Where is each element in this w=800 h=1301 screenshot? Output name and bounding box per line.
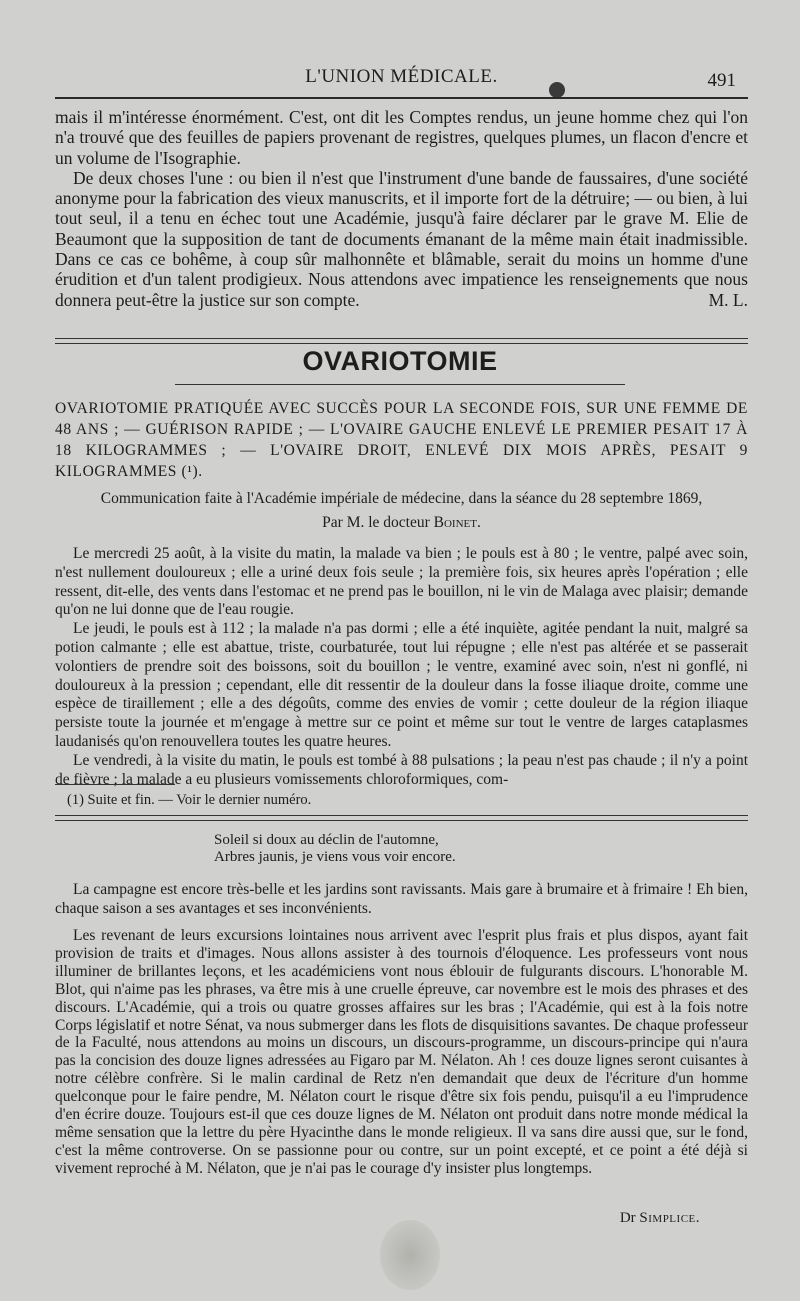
title-underline bbox=[175, 384, 625, 385]
letter-signature: M. L. bbox=[708, 289, 748, 310]
verse-line-1: Soleil si doux au déclin de l'automne, bbox=[214, 832, 439, 848]
section-divider bbox=[55, 338, 748, 344]
article-paragraph-1: Le mercredi 25 août, à la visite du matin, la malade va bien ; le pouls est à 80 ; le ventre, palpé avec soin, n'est nullement douloureux ; elle a uriné deux fois seule ; la première fois, six heures après l'opération ; elle ressent, dit-elle, des vents dans l'estomac et ne prend pas le bouillon, ni le vin de Malaga avec plaisir; demande qu'on ne lui donne que de l'eau rougie. bbox=[55, 545, 748, 619]
journal-title: L'UNION MÉDICALE. bbox=[305, 66, 498, 87]
section-title: OVARIOTOMIE bbox=[302, 346, 498, 376]
article-paragraph-2: Le jeudi, le pouls est à 112 ; la malade n'a pas dormi ; elle a été inquiète, agitée pendant la nuit, malgré sa potion calmante ; elle est abattue, triste, courbaturée, tout lui répugne ; elle n'est pas altérée et se passerait volontiers de prendre soit des boissons, soit du bouillon ; le ventre, examiné avec soin, n'est ni gonflé, ni douloureux à la pression ; cependant, elle dit ressentir de la douleur dans la fosse iliaque droite, comme une espèce de tiraillement ; elle a des dégoûts, comme des envies de vomir ; cette douleur de la région iliaque persiste toute la journée et m'engage à mettre sur ce point et même sur tout le ventre de larges cataplasmes laudanisés qu'on renouvellera toutes les quatre heures. bbox=[55, 620, 748, 750]
footnote-rule bbox=[55, 784, 175, 785]
author-prefix: Par M. le docteur bbox=[322, 514, 430, 531]
subtitle-text: OVARIOTOMIE PRATIQUÉE AVEC SUCCÈS POUR LA SECONDE FOIS, SUR UNE FEMME DE 48 ANS ; — GUÉRISON RAPIDE ; — L'OVAIRE GAUCHE ENLEVÉ LE PREMIER PESAIT 17 À 18 KILOGRAMMES ; — L'OVAIRE DROIT, ENLEVÉ DIX MOIS APRÈS, PESAIT 9 KILOGRAMMES (¹). bbox=[55, 400, 748, 480]
header-rule bbox=[55, 97, 748, 99]
chronicle-signature bbox=[620, 1210, 700, 1227]
author-name: Boinet. bbox=[433, 514, 481, 531]
signature-prefix: Dr bbox=[619, 1210, 636, 1226]
page-header bbox=[55, 66, 748, 94]
chronicle-intro-text: La campagne est encore très-belle et les jardins sont ravissants. Mais gare à brumaire et à frimaire ! Eh bien, chaque saison a ses avantages et ses inconvénients. bbox=[55, 881, 748, 917]
verse-line-2: Arbres jaunis, je viens vous voir encore. bbox=[214, 849, 456, 865]
chronicle-body-text: Les revenant de leurs excursions lointaines nous arrivent avec l'esprit plus frais et plus dispos, ayant fait provision de traits et d'images. Nous allons assister à des tournois d'éloquence. Les professeurs vont nous illuminer de brillantes leçons, et les académiciens vont nous éblouir de fulgurants discours. L'honorable M. Blot, qui n'aime pas les phrases, va être mis à une cruelle épreuve, car novembre est le mois des phrases et des discours. L'Académie, qui a trois ou quatre grosses affaires sur les bras ; l'Académie, qui est à la fois notre Corps législatif et notre Sénat, va nous submerger dans les flots de disquisitions savantes. De chaque professeur de la Faculté, nous attendons au moins un discours, un discours-programme, un discours-principe qui n'aura pas la concision des douze lignes adressées au Figaro par M. Nélaton. Ah ! ces douze lignes seront cuisantes à notre célèbre confrère. Si le malin cardinal de Retz n'en demandait que deux de l'écriture d'un homme quelconque pour le faire pendre, M. Nélaton court le risque d'être six fois pendu, puisqu'il a eu l'imprudence d'en écrire douze. Toujours est-il que ces douze lignes de M. Nélaton ont produit dans notre monde médical la même sensation que la lettre du père Hyacinthe dans le monde religieux. Il va sans dire aussi que, sur le fond, c'est la même controverse. On se passionne pour ou contre, sur un point excepté, et ce point a été déjà si vivement reproché à M. Nélaton, que je n'ai pas le courage d'y insister plus longtemps. bbox=[55, 927, 748, 1177]
letter-paragraph-1: mais il m'intéresse énormément. C'est, ont dit les Comptes rendus, un jeune homme chez qui l'on n'a trouvé que des feuilles de papiers provenant de registres, quelques plumes, un flacon d'encre et un volume de l'Isographie. bbox=[55, 107, 748, 168]
section-subtitle bbox=[55, 398, 748, 482]
article-paragraph-3: Le vendredi, à la visite du matin, le pouls est tombé à 88 pulsations ; la peau n'est pas chaude ; il n'y a point de fièvre ; la malade a eu plusieurs vomissements chloroformiques, com- bbox=[55, 751, 748, 788]
chronicle-body bbox=[55, 927, 748, 1178]
article-body bbox=[55, 545, 748, 789]
author-line bbox=[55, 513, 748, 533]
paper-stain bbox=[380, 1220, 440, 1290]
feuilleton-divider bbox=[55, 815, 748, 821]
letter-paragraph-2 bbox=[55, 168, 748, 310]
communication-note: Communication faite à l'Académie impériale de médecine, dans la séance du 28 septembre 1869, bbox=[100, 490, 703, 507]
epigraph-verse bbox=[214, 832, 456, 866]
footnote: (1) Suite et fin. — Voir le dernier numéro. bbox=[67, 792, 312, 808]
page-number: 491 bbox=[707, 70, 736, 91]
letter-paragraph-2-text: De deux choses l'une : ou bien il n'est que l'instrument d'une bande de faussaires, d'une société anonyme pour la fabrication des vieux manuscrits, et il importe fort de la détruire; — ou bien, à lui tout seul, il a tenu en échec tout une Académie, jusqu'à faire déclarer par le grave M. Elie de Beaumont que la supposition de tant de documents émanant de la même main était inadmissible. Dans ce cas ce bohême, à coup sûr malhonnête et blâmable, serait du moins un homme d'une érudition et d'un talent prodigieux. Nous attendons avec impatience les renseignements que nous donnera peut-être la justice sur son compte. bbox=[55, 167, 748, 310]
signature-name: Simplice. bbox=[639, 1210, 700, 1226]
letter-continuation bbox=[55, 107, 748, 310]
chronicle-intro bbox=[55, 880, 748, 918]
